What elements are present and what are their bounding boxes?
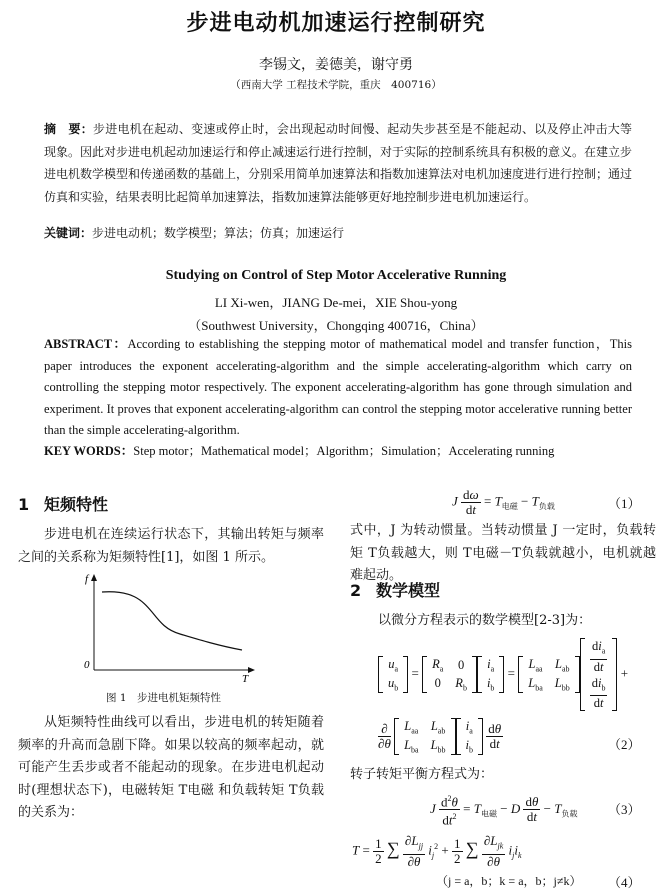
section-2-para-2: 转子转矩平衡方程式为：: [350, 767, 494, 782]
equation-4-number: （4）: [608, 875, 641, 890]
equation-4: T = $\frac{1}{2}$ ∑ $\frac{\partial L_{jj}}{\partial\theta}$ $i_j^2$ + $\frac{1}{2}$ ∑ $\frac{\partial L_{jk}}{\partial\theta}$ $i_ji_k$: [352, 833, 522, 869]
equation-1: J $\frac{d\omega}{dt}$ = $T_{电磁} - T_{负载}$: [452, 487, 555, 517]
keywords-cn-text: 步进电动机；数学模型；算法；仿真；加速运行: [92, 226, 345, 240]
abstract-cn: [44, 118, 632, 208]
x-axis-arrow: [248, 667, 255, 673]
section-2-number: 2: [350, 581, 362, 600]
abstract-cn-label: 摘 要：: [44, 122, 94, 136]
keywords-en-label: KEY WORDS：: [44, 444, 134, 458]
equation-2-number: （2）: [608, 737, 641, 752]
equation-3: J $\frac{d^2\theta}{dt^2}$ = $T_{电磁} - D$ $\frac{d\theta}{dt}$ − $T_{负载}$: [430, 794, 578, 828]
abstract-cn-text: 步进电机在起动、变速或停止时，会出现起动时间慢、起动失步甚至是不能起动、以及停止冲击大等现象。因此对步进电机起动加速运行和停止减速运行进行控制，对于实际的控制系统具有积极的意义。在建立步进电机数学模型和传递函数的基础上，分别采用简单加速算法和指数加速算法对电机加速度进行进行控制；通过仿真和实验，结果表明比起简单加速算法，指数加速算法能够更好地控制步进电机加速运行。: [44, 122, 633, 204]
y-axis-arrow: [91, 574, 97, 581]
section-1-heading: [18, 492, 108, 515]
abstract-en-text: According to establishing the stepping motor of mathematical model and transfer function，This paper introduces the exponent accelerating-algorithm and the simple accelerating-algorithm which carry on controlling the stepping motor respectively. The exponent accelerating-algorithm has gone through simulation and experiment. It proves that exponent accelerating-algorithm can control the stepping motor accelerative running better than the simple accelerating-algorithm.: [44, 337, 632, 438]
affiliation: （西南大学 工程技术学院，重庆 400716）: [230, 79, 442, 91]
eq1-sub-em: 电磁: [501, 502, 518, 512]
torque-frequency-figure: [80, 572, 260, 684]
english-authors: LI Xi-wen，JIANG De-mei，XIE Shou-yong: [214, 295, 458, 310]
english-title: Studying on Control of Step Motor Accelerative Running: [165, 268, 507, 283]
abstract-en-label: ABSTRACT：: [44, 337, 128, 351]
x-axis-label: T: [242, 673, 249, 684]
eq3-sub-em: 电磁: [481, 809, 497, 819]
section-1-para-2: 从矩频特性曲线可以看出，步进电机的转矩随着频率的升高而急剧下降。如果以较高的频率起动，就可能产生丢步或者不能起动的现象。在步进电机起动时(理想状态下)，电磁转矩 T电磁 和负载转矩 T负载 的关系为：: [18, 715, 324, 820]
eq3-sub-load: 负载: [561, 809, 578, 819]
right-para-1: 式中，J 为转动惯量。当转动惯量 J 一定时，负载转矩 T负载越大，则 T电磁－T负载就越小，电机就越难起动。: [350, 523, 656, 583]
section-2-heading: [350, 578, 440, 601]
section-1-number: 1: [18, 495, 30, 514]
origin-label: 0: [84, 659, 90, 671]
keywords-cn: [44, 224, 632, 241]
keywords-en: [44, 441, 632, 459]
torque-frequency-curve: [102, 592, 242, 650]
section-1-para-1: 步进电机在连续运行状态下，其输出转矩与频率之间的关系称为矩频特性[1]，如图 1 所示。: [18, 527, 324, 565]
equation-3-number: （3）: [608, 802, 641, 817]
paper-title: 步进电动机加速运行控制研究: [186, 11, 486, 36]
equation-2-line-2: $\frac{\partial}{\partial\theta}$ $L_{aa}$ $L_{ab}$ $L_{ba}$ $L_{bb}$ $i_a$ $i_b$ $\frac{d\theta}{dt}$: [378, 719, 502, 754]
abstract-en: [44, 334, 632, 442]
section-1-title: 矩频特性: [44, 495, 109, 514]
keywords-en-text: Step motor；Mathematical model；Algorithm；Simulation；Accelerating running: [133, 444, 555, 458]
section-2-para-1: 以微分方程表示的数学模型[2-3]为：: [378, 613, 592, 628]
figure-1-caption: 图 1 步进电机矩频特性: [106, 692, 222, 704]
equation-4-condition: （j = a，b；k = a，b；j≠k）: [436, 874, 582, 888]
equation-1-number: （1）: [608, 496, 641, 511]
y-axis-label: f: [85, 573, 89, 585]
eq1-sub-load: 负载: [538, 502, 555, 512]
authors: 李锡文，姜德美，谢守勇: [259, 57, 413, 73]
english-affiliation: （Southwest University，Chongqing 400716，China）: [188, 318, 484, 333]
equation-2-line-1: $u_a$ $u_b$ = $R_a$ 0 0 $R_b$ $i_a$ $i_b$ = $L_{aa}$ $L_{ab}$ $L_{ba}$ $L_{bb}$ $\frac{di_a}{dt}$ $\frac{di_b}{dt}$ +: [378, 638, 628, 711]
section-2-title: 数学模型: [376, 581, 441, 600]
keywords-cn-label: 关键词：: [44, 226, 93, 240]
